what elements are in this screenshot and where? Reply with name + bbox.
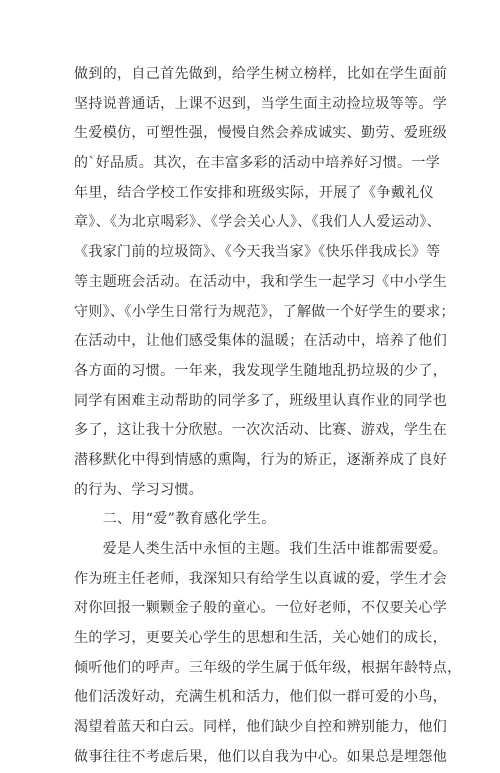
text-line: 做事往往不考虑后果，他们以自我为中心。如果总是埋怨他 [74,748,448,765]
text-line: 的`好品质。其次，在丰富多彩的活动中培养好习惯。一学 [74,155,441,172]
text-line: 做到的，自己首先做到，给学生树立榜样，比如在学生面前 [74,66,448,82]
text-line: 坚持说普通话，上课不迟到，当学生面主动捡垃圾等等。学 [74,95,448,112]
text-line: 作为班主任老师，我深知只有给学生以真诚的爱，学生才会 [74,570,448,587]
text-line: 生爱模仿，可塑性强，慢慢自然会养成诚实、勤劳、爱班级 [74,125,448,142]
text-line: 对你回报一颗颗金子般的童心。一位好老师，不仅要关心学 [74,600,448,617]
text-line: 各方面的习惯。一年来，我发现学生随地乱扔垃圾的少了， [74,362,448,379]
text-line: 生的学习，更要关心学生的思想和生活，关心她们的成长， [74,630,448,647]
text-line: 的行为、学习习惯。 [74,481,204,498]
text-line: 年里，结合学校工作安排和班级实际，开展了《争戴礼仪 [74,184,434,201]
text-line: 多了，这让我十分欣慰。一次次活动、比赛、游戏，学生在 [74,422,448,439]
text-line: 潜移默化中得到情感的熏陶，行为的矫正，逐渐养成了良好 [74,451,448,468]
text-line: 倾听他们的呼声。三年级的学生属于低年级，根据年龄特点， [74,659,462,676]
text-line: 等主题班会活动。在活动中，我和学生一起学习《中小学生 [74,273,448,290]
text-line: 守则》、《小学生日常行为规范》，了解做一个好学生的要求； [74,303,455,320]
text-line: 《我家门前的垃圾筒》、《今天我当家》《快乐伴我成长》等 [74,244,441,261]
text-line: 同学有困难主动帮助的同学多了，班级里认真作业的同学也 [74,392,448,409]
text-line: 他们活泼好动，充满生机和活力，他们似一群可爱的小鸟， [74,689,448,706]
text-line: 爱是人类生活中永恒的主题。我们生活中谁都需要爱。 [74,541,448,557]
text-line: 渴望着蓝天和白云。同样，他们缺少自控和辨别能力，他们 [74,719,448,736]
text-line: 在活动中，让他们感受集体的温暖；在活动中，培养了他们 [74,333,448,350]
document-body [74,60,462,773]
section-heading: 二、用“爱”教育感化学生。 [74,511,276,528]
text-line: 章》、《为北京喝彩》、《学会关心人》、《我们人人爱运动》、 [74,214,442,231]
